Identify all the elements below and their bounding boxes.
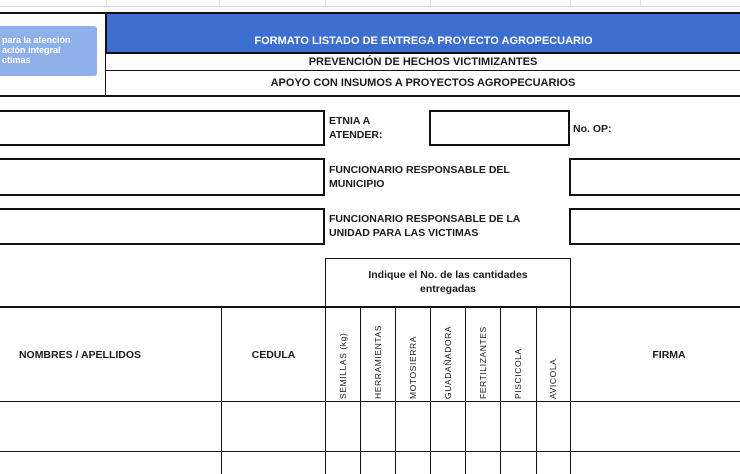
- col-divider: [395, 307, 396, 474]
- funcionario-unidad-label: [329, 212, 520, 240]
- op-number-label: No. OP:: [573, 123, 612, 135]
- field-input-left-2[interactable]: [0, 158, 325, 196]
- form-title: FORMATO LISTADO DE ENTREGA PROYECTO AGROPECUARIO: [105, 12, 740, 54]
- group-header-line1: Indique el No. de las cantidades: [368, 269, 528, 281]
- col-header-nombres: NOMBRES / APELLIDOS: [18, 348, 142, 361]
- funcionario-municipio-line2: MUNICIPIO: [329, 178, 385, 190]
- field-input-left-3[interactable]: [0, 208, 325, 245]
- logo-text: para la atención ación integral ctimas: [2, 35, 71, 65]
- col-divider: [325, 307, 326, 474]
- col-divider: [360, 307, 361, 474]
- form-subtitle-victimizantes: PREVENCIÓN DE HECHOS VICTIMIZANTES: [105, 54, 740, 71]
- table-row-cell-nombre[interactable]: [0, 402, 221, 451]
- col-header-cedula: CEDULA: [251, 348, 296, 361]
- sheet-top-strip: [0, 0, 740, 7]
- col-header-fertilizantes: FERTILIZANTES: [478, 326, 488, 399]
- etnia-input[interactable]: [429, 110, 570, 146]
- col-header-piscicola: PISCICOLA: [513, 348, 523, 399]
- group-header-line2: entregadas: [419, 283, 477, 295]
- field-input-left-1[interactable]: [0, 110, 325, 146]
- funcionario-unidad-input[interactable]: [569, 208, 740, 245]
- col-header-herramientas: HERRAMIENTAS: [373, 324, 383, 399]
- col-divider: [430, 307, 431, 474]
- table-row-border: [0, 451, 740, 452]
- cantidades-group-label: [325, 268, 571, 296]
- table-row-cell-firma[interactable]: [571, 402, 740, 451]
- col-header-motosierra: MOTOSIERRA: [408, 336, 418, 399]
- funcionario-municipio-input[interactable]: [569, 158, 740, 196]
- col-header-avicola: AVICOLA: [548, 358, 558, 399]
- col-header-guadanadora: GUADAÑADORA: [443, 325, 453, 399]
- etnia-label: [329, 114, 382, 142]
- table-row-cell-cedula[interactable]: [222, 402, 325, 451]
- funcionario-unidad-line2: UNIDAD PARA LAS VICTIMAS: [329, 227, 479, 239]
- col-divider: [500, 307, 501, 474]
- funcionario-municipio-label: [329, 163, 510, 191]
- col-divider: [465, 307, 466, 474]
- funcionario-unidad-line1: FUNCIONARIO RESPONSABLE DE LA: [329, 213, 521, 225]
- form-subtitle-apoyo: APOYO CON INSUMOS A PROYECTOS AGROPECUARIOS: [105, 71, 740, 97]
- funcionario-municipio-line1: FUNCIONARIO RESPONSABLE DEL: [329, 164, 510, 176]
- etnia-label-line2: ATENDER:: [329, 129, 383, 141]
- col-header-semillas: SEMILLAS (kg): [338, 332, 348, 399]
- etnia-label-line1: ETNIA A: [329, 115, 371, 127]
- organization-logo: [0, 26, 97, 76]
- col-divider: [536, 307, 537, 474]
- col-header-firma: FIRMA: [652, 348, 686, 361]
